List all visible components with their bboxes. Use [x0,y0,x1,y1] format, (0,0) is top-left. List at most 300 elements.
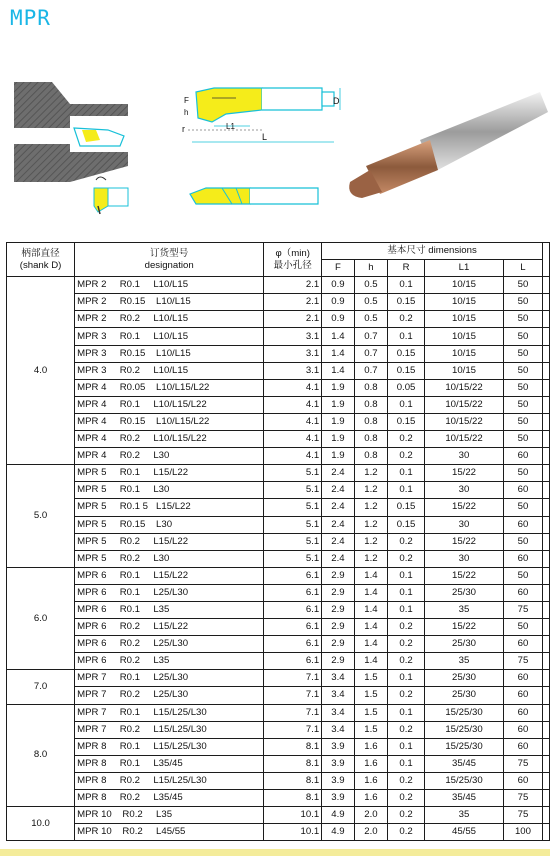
F-cell: 2.4 [322,533,355,550]
min-bore-cell: 10.1 [264,807,322,824]
h-cell: 1.4 [354,653,388,670]
L1-cell: 15/25/30 [424,721,503,738]
R-cell: 0.1 [388,465,425,482]
L-cell: 60 [504,704,543,721]
R-cell: 0.2 [388,533,425,550]
F-cell: 3.4 [322,687,355,704]
L-cell: 75 [504,807,543,824]
table-row [7,311,550,328]
L-cell: 60 [504,721,543,738]
table-row [7,499,550,516]
col-L: L [504,260,543,277]
table-row [7,465,550,482]
L1-cell: 30 [424,550,503,567]
min-bore-cell: 6.1 [264,601,322,618]
extra-cell [542,533,549,550]
extra-cell [542,584,549,601]
extra-cell [542,311,549,328]
extra-cell [542,755,549,772]
h-cell: 1.5 [354,721,388,738]
F-cell: 0.9 [322,311,355,328]
L1-cell: 35 [424,807,503,824]
extra-cell [542,687,549,704]
L1-cell: 15/25/30 [424,772,503,789]
R-cell: 0.2 [388,824,425,841]
designation-cell: MPR 6 R0.2 L35 [75,653,264,670]
designation-cell: MPR 4 R0.05 L10/L15/L22 [75,379,264,396]
h-cell: 0.7 [354,362,388,379]
h-cell: 1.2 [354,516,388,533]
designation-cell: MPR 7 R0.1 L25/L30 [75,670,264,687]
L-cell: 60 [504,772,543,789]
L1-cell: 10/15 [424,311,503,328]
min-bore-cell: 4.1 [264,413,322,430]
extra-cell [542,636,549,653]
min-bore-cell: 4.1 [264,379,322,396]
table-row [7,294,550,311]
L1-cell: 15/22 [424,499,503,516]
F-cell: 0.9 [322,294,355,311]
F-cell: 4.9 [322,824,355,841]
extra-cell [542,550,549,567]
designation-cell: MPR 6 R0.1 L15/L22 [75,567,264,584]
L1-cell: 25/30 [424,670,503,687]
extra-cell [542,482,549,499]
F-cell: 0.9 [322,277,355,294]
R-cell: 0.1 [388,601,425,618]
min-bore-cell: 5.1 [264,465,322,482]
label-h: h [184,108,189,117]
L-cell: 75 [504,755,543,772]
designation-cell: MPR 7 R0.2 L15/L25/L30 [75,721,264,738]
F-cell: 3.9 [322,738,355,755]
extra-cell [542,328,549,345]
extra-cell [542,499,549,516]
F-cell: 2.9 [322,636,355,653]
L1-cell: 15/25/30 [424,704,503,721]
L-cell: 60 [504,516,543,533]
h-cell: 0.5 [354,311,388,328]
F-cell: 2.4 [322,482,355,499]
designation-cell: MPR 6 R0.2 L25/L30 [75,636,264,653]
designation-cell: MPR 5 R0.2 L30 [75,550,264,567]
table-body [7,277,550,841]
table-row [7,772,550,789]
table-row [7,790,550,807]
min-bore-cell: 6.1 [264,636,322,653]
F-cell: 1.4 [322,345,355,362]
table-row [7,567,550,584]
L1-cell: 15/22 [424,567,503,584]
extra-cell [542,396,549,413]
L-cell: 50 [504,413,543,430]
L1-cell: 25/30 [424,584,503,601]
extra-cell [542,567,549,584]
F-cell: 1.4 [322,328,355,345]
R-cell: 0.15 [388,499,425,516]
min-bore-cell: 6.1 [264,584,322,601]
R-cell: 0.15 [388,516,425,533]
designation-cell: MPR 4 R0.2 L30 [75,448,264,465]
designation-cell: MPR 3 R0.15 L10/L15 [75,345,264,362]
F-cell: 2.4 [322,499,355,516]
min-bore-cell: 4.1 [264,431,322,448]
R-cell: 0.2 [388,619,425,636]
table-row [7,584,550,601]
h-cell: 2.0 [354,824,388,841]
h-cell: 1.5 [354,670,388,687]
min-bore-cell: 2.1 [264,277,322,294]
F-cell: 2.9 [322,584,355,601]
L-cell: 50 [504,345,543,362]
designation-cell: MPR 8 R0.1 L35/45 [75,755,264,772]
R-cell: 0.2 [388,790,425,807]
designation-header: 订货型号 designation [75,243,264,277]
min-bore-cell: 2.1 [264,311,322,328]
min-bore-cell: 8.1 [264,790,322,807]
extra-cell [542,772,549,789]
workpiece-section [14,82,128,182]
min-bore-cell: 3.1 [264,362,322,379]
L1-cell: 25/30 [424,687,503,704]
min-bore-cell: 7.1 [264,721,322,738]
L1-cell: 35 [424,653,503,670]
h-cell: 1.6 [354,790,388,807]
min-bore-cell: 8.1 [264,772,322,789]
table-row [7,550,550,567]
R-cell: 0.1 [388,755,425,772]
L1-cell: 10/15/22 [424,413,503,430]
L-cell: 50 [504,619,543,636]
R-cell: 0.1 [388,482,425,499]
F-cell: 2.9 [322,567,355,584]
L-cell: 100 [504,824,543,841]
table-row [7,413,550,430]
F-cell: 2.9 [322,619,355,636]
designation-cell: MPR 5 R0.15 L30 [75,516,264,533]
h-cell: 0.5 [354,277,388,294]
designation-cell: MPR 10 R0.2 L35 [75,807,264,824]
extra-cell [542,345,549,362]
label-L1: L1 [226,122,235,131]
shank-diameter-cell: 5.0 [7,465,75,568]
col-L1: L1 [424,260,503,277]
L1-cell: 30 [424,482,503,499]
F-cell: 2.9 [322,601,355,618]
F-cell: 2.4 [322,550,355,567]
h-cell: 0.8 [354,413,388,430]
table-row [7,448,550,465]
F-cell: 1.9 [322,396,355,413]
side-view-tool [190,188,318,204]
F-cell: 4.9 [322,807,355,824]
table-row [7,755,550,772]
R-cell: 0.1 [388,328,425,345]
table-row [7,824,550,841]
designation-cell: MPR 7 R0.1 L15/L25/L30 [75,704,264,721]
designation-cell: MPR 7 R0.2 L25/L30 [75,687,264,704]
L-cell: 60 [504,550,543,567]
L-cell: 60 [504,584,543,601]
F-cell: 3.9 [322,790,355,807]
table-row [7,636,550,653]
extra-cell [542,379,549,396]
designation-cell: MPR 5 R0.2 L15/L22 [75,533,264,550]
F-cell: 1.9 [322,448,355,465]
h-cell: 1.6 [354,772,388,789]
designation-cell: MPR 8 R0.2 L15/L25/L30 [75,772,264,789]
h-cell: 1.2 [354,550,388,567]
h-cell: 2.0 [354,807,388,824]
col-F: F [322,260,355,277]
R-cell: 0.05 [388,379,425,396]
R-cell: 0.1 [388,567,425,584]
table-row [7,379,550,396]
L-cell: 50 [504,567,543,584]
h-cell: 1.4 [354,636,388,653]
extra-cell [542,413,549,430]
L1-cell: 35/45 [424,755,503,772]
R-cell: 0.15 [388,362,425,379]
detail-tool [94,177,128,214]
L-cell: 60 [504,738,543,755]
R-cell: 0.1 [388,670,425,687]
table-row [7,704,550,721]
L-cell: 60 [504,636,543,653]
specifications-table [6,242,550,841]
L1-cell: 30 [424,516,503,533]
F-cell: 1.9 [322,413,355,430]
table-row [7,277,550,294]
min-bore-cell: 2.1 [264,294,322,311]
L1-cell: 35/45 [424,790,503,807]
L1-cell: 15/22 [424,465,503,482]
extra-cell [542,362,549,379]
min-bore-cell: 10.1 [264,824,322,841]
min-bore-cell: 5.1 [264,482,322,499]
label-L: L [262,132,268,142]
designation-cell: MPR 3 R0.1 L10/L15 [75,328,264,345]
extra-cell [542,465,549,482]
extra-cell [542,601,549,618]
label-D: D [333,96,340,106]
R-cell: 0.2 [388,807,425,824]
F-cell: 1.4 [322,362,355,379]
table-row [7,482,550,499]
L-cell: 50 [504,362,543,379]
designation-cell: MPR 2 R0.2 L10/L15 [75,311,264,328]
shank-diameter-cell: 8.0 [7,704,75,807]
R-cell: 0.2 [388,636,425,653]
h-cell: 0.7 [354,328,388,345]
R-cell: 0.1 [388,396,425,413]
shank-diameter-cell: 10.0 [7,807,75,841]
designation-cell: MPR 8 R0.1 L15/L25/L30 [75,738,264,755]
extra-cell [542,790,549,807]
L-cell: 75 [504,653,543,670]
table-row [7,619,550,636]
L1-cell: 10/15/22 [424,379,503,396]
designation-cell: MPR 3 R0.2 L10/L15 [75,362,264,379]
h-cell: 1.4 [354,584,388,601]
min-bore-cell: 6.1 [264,567,322,584]
L-cell: 50 [504,311,543,328]
min-bore-cell: 3.1 [264,345,322,362]
R-cell: 0.2 [388,721,425,738]
col-h: h [354,260,388,277]
h-cell: 1.2 [354,482,388,499]
R-cell: 0.15 [388,294,425,311]
extra-cell [542,807,549,824]
header-row [7,243,550,260]
L-cell: 50 [504,396,543,413]
L-cell: 50 [504,277,543,294]
min-bore-cell: 5.1 [264,516,322,533]
min-bore-cell: 5.1 [264,550,322,567]
R-cell: 0.2 [388,431,425,448]
shank-diameter-cell: 7.0 [7,670,75,704]
min-bore-cell: 7.1 [264,670,322,687]
table-row [7,721,550,738]
h-cell: 0.8 [354,396,388,413]
tool-diagram [0,70,550,230]
L1-cell: 45/55 [424,824,503,841]
h-cell: 0.8 [354,379,388,396]
extra-cell [542,516,549,533]
R-cell: 0.2 [388,550,425,567]
table-row [7,670,550,687]
R-cell: 0.2 [388,448,425,465]
dimensions-header: 基本尺寸 dimensions [322,243,543,260]
label-F: F [184,96,189,105]
F-cell: 3.9 [322,755,355,772]
R-cell: 0.1 [388,738,425,755]
F-cell: 3.4 [322,721,355,738]
h-cell: 1.6 [354,755,388,772]
footer-strip [0,849,550,856]
extra-cell [542,448,549,465]
h-cell: 1.4 [354,619,388,636]
L-cell: 50 [504,465,543,482]
extra-cell [542,721,549,738]
min-bore-cell: 4.1 [264,448,322,465]
main-tool-drawing [182,88,340,142]
min-bore-cell: 7.1 [264,704,322,721]
h-cell: 0.7 [354,345,388,362]
designation-cell: MPR 6 R0.1 L35 [75,601,264,618]
min-bore-cell: 4.1 [264,396,322,413]
extra-cell [542,738,549,755]
designation-cell: MPR 2 R0.15 L10/L15 [75,294,264,311]
F-cell: 3.9 [322,772,355,789]
R-cell: 0.2 [388,311,425,328]
extra-cell [542,277,549,294]
table-row [7,396,550,413]
h-cell: 1.4 [354,567,388,584]
label-r: r [182,124,185,134]
L1-cell: 15/25/30 [424,738,503,755]
R-cell: 0.1 [388,584,425,601]
R-cell: 0.2 [388,653,425,670]
extra-cell [542,294,549,311]
designation-cell: MPR 5 R0.1 5 L15/L22 [75,499,264,516]
designation-cell: MPR 4 R0.15 L10/L15/L22 [75,413,264,430]
L-cell: 50 [504,294,543,311]
designation-cell: MPR 6 R0.1 L25/L30 [75,584,264,601]
R-cell: 0.2 [388,687,425,704]
table-row [7,362,550,379]
L-cell: 50 [504,499,543,516]
col-R: R [388,260,425,277]
designation-cell: MPR 8 R0.2 L35/45 [75,790,264,807]
h-cell: 0.8 [354,431,388,448]
designation-cell: MPR 10 R0.2 L45/55 [75,824,264,841]
R-cell: 0.1 [388,277,425,294]
L-cell: 60 [504,482,543,499]
table-row [7,533,550,550]
min-bore-cell: 8.1 [264,755,322,772]
R-cell: 0.15 [388,345,425,362]
R-cell: 0.15 [388,413,425,430]
table-row [7,687,550,704]
table-row [7,431,550,448]
shank-header: 柄部直径 (shank D) [7,243,75,277]
extra-cell [542,670,549,687]
F-cell: 2.4 [322,516,355,533]
min-bore-cell: 3.1 [264,328,322,345]
designation-cell: MPR 2 R0.1 L10/L15 [75,277,264,294]
designation-cell: MPR 5 R0.1 L15/L22 [75,465,264,482]
R-cell: 0.1 [388,704,425,721]
L1-cell: 35 [424,601,503,618]
min-bore-cell: 8.1 [264,738,322,755]
min-bore-cell: 6.1 [264,619,322,636]
L1-cell: 10/15 [424,362,503,379]
L1-cell: 10/15/22 [424,431,503,448]
product-photo [349,92,548,198]
min-bore-cell: 5.1 [264,499,322,516]
F-cell: 2.4 [322,465,355,482]
L1-cell: 25/30 [424,636,503,653]
page-title: MPR [10,6,51,30]
h-cell: 1.6 [354,738,388,755]
table-row [7,601,550,618]
L-cell: 50 [504,379,543,396]
extra-cell [542,824,549,841]
table-row [7,345,550,362]
L1-cell: 10/15 [424,328,503,345]
min-bore-header: φ（min) 最小孔径 [264,243,322,277]
L1-cell: 10/15 [424,345,503,362]
h-cell: 1.5 [354,687,388,704]
table-row [7,807,550,824]
L-cell: 75 [504,790,543,807]
L-cell: 50 [504,431,543,448]
L-cell: 50 [504,328,543,345]
R-cell: 0.2 [388,772,425,789]
designation-cell: MPR 5 R0.1 L30 [75,482,264,499]
h-cell: 1.5 [354,704,388,721]
designation-cell: MPR 4 R0.2 L10/L15/L22 [75,431,264,448]
table-row [7,738,550,755]
min-bore-cell: 5.1 [264,533,322,550]
L-cell: 50 [504,533,543,550]
extra-cell [542,431,549,448]
designation-cell: MPR 4 R0.1 L10/L15/L22 [75,396,264,413]
table-row [7,328,550,345]
h-cell: 1.2 [354,465,388,482]
min-bore-cell: 6.1 [264,653,322,670]
